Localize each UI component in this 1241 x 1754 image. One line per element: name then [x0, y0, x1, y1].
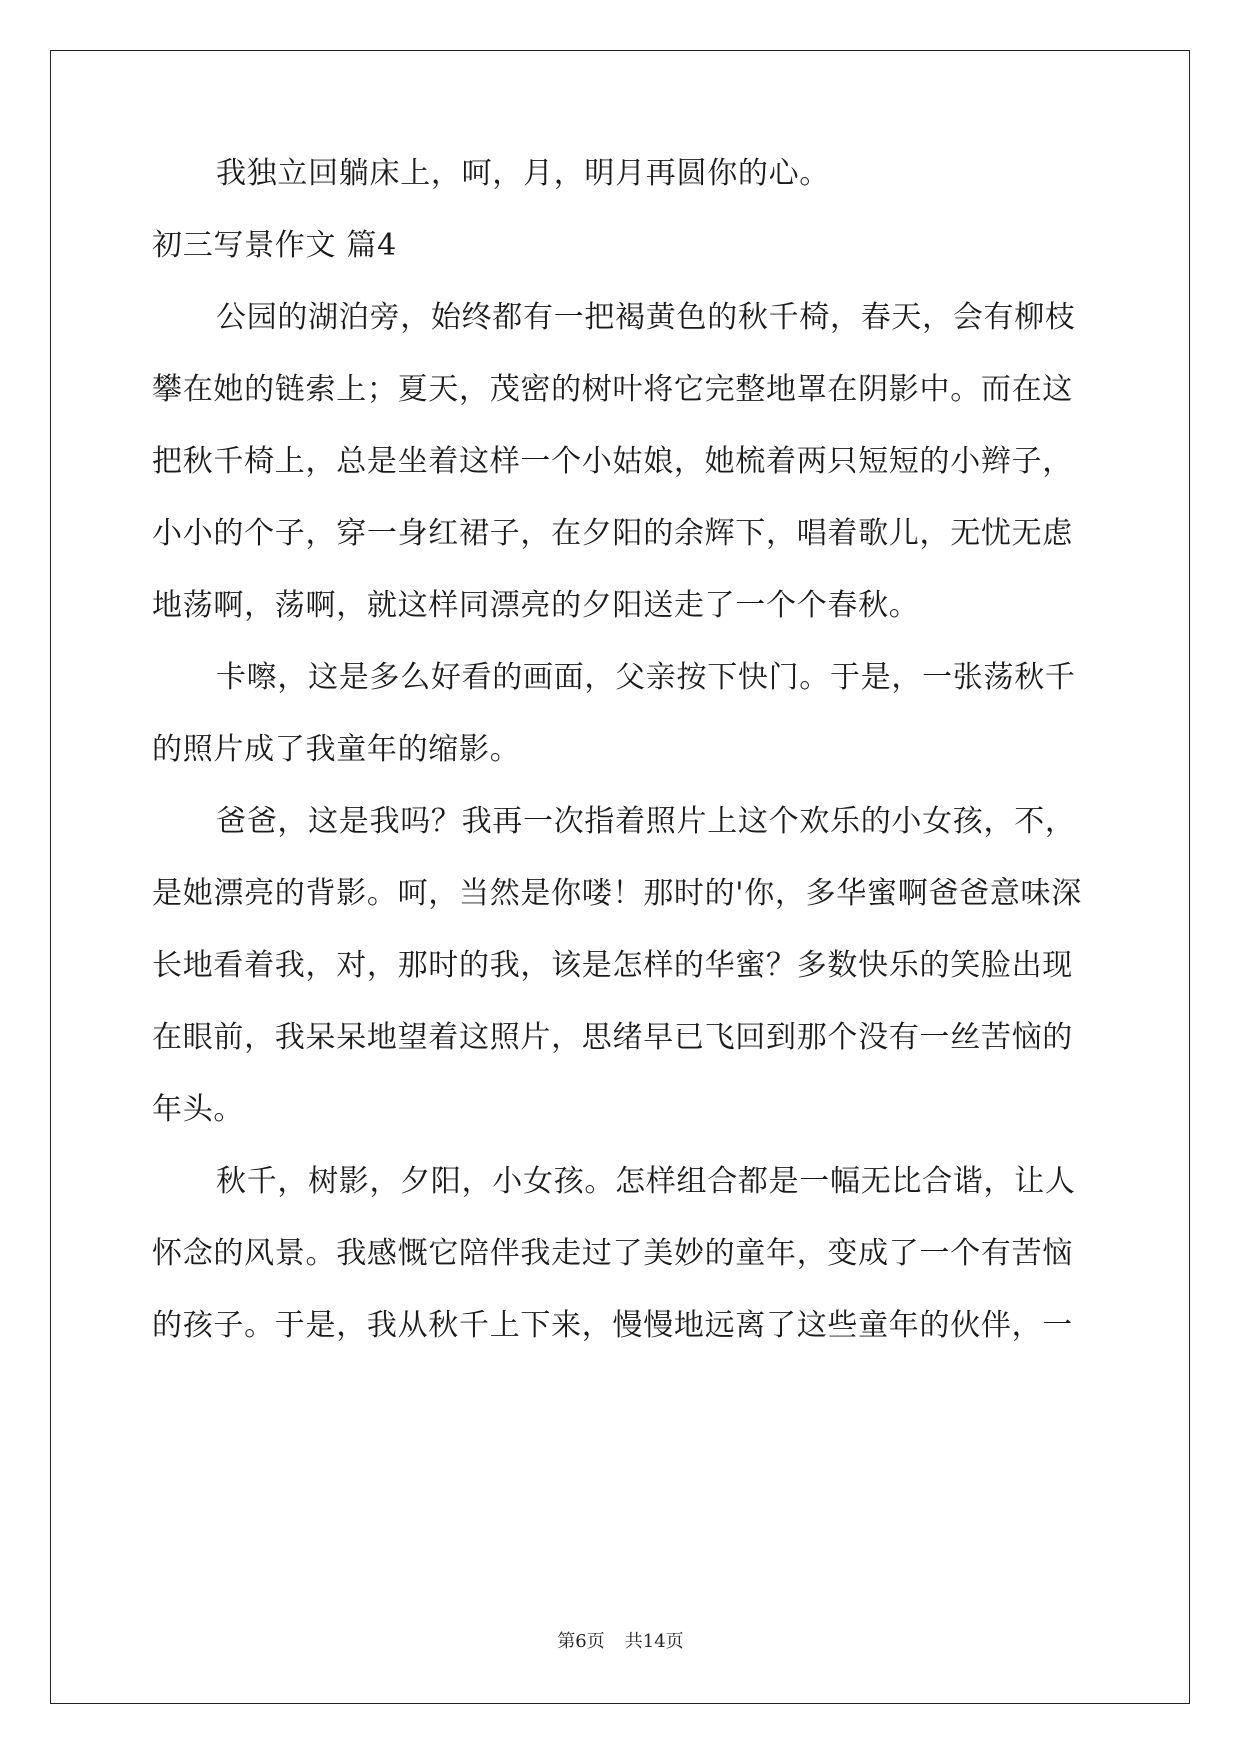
paragraph-line: 爸爸，这是我吗？我再一次指着照片上这个欢乐的小女孩，不，	[216, 804, 1076, 839]
paragraph-line: 地荡啊，荡啊，就这样同漂亮的夕阳送走了一个个春秋。	[152, 588, 920, 623]
paragraph-line: 年头。	[152, 1092, 245, 1127]
paragraph-line: 秋千，树影，夕阳，小女孩。怎样组合都是一幅无比合谐，让人	[216, 1164, 1076, 1199]
page-total: 共14页	[624, 1631, 684, 1652]
page-footer	[0, 1630, 1241, 1654]
paragraph-line: 怀念的风景。我感慨它陪伴我走过了美妙的童年，变成了一个有苦恼	[152, 1236, 1073, 1271]
paragraph-line: 的孩子。于是，我从秋千上下来，慢慢地远离了这些童年的伙伴，一	[152, 1308, 1073, 1343]
paragraph-line: 小小的个子，穿一身红裙子，在夕阳的余辉下，唱着歌儿，无忧无虑	[152, 516, 1073, 551]
paragraph-line: 我独立回躺床上，呵，月，明月再圆你的心。	[216, 156, 830, 191]
paragraph-line: 把秋千椅上，总是坐着这样一个小姑娘，她梳着两只短短的小辫子，	[152, 444, 1073, 479]
paragraph-line: 是她漂亮的背影。呵，当然是你喽！那时的'你，多华蜜啊爸爸意味深	[152, 876, 1082, 911]
paragraph-line: 公园的湖泊旁，始终都有一把褐黄色的秋千椅，春天，会有柳枝	[216, 300, 1076, 335]
paragraph-line: 卡嚓，这是多么好看的画面，父亲按下快门。于是，一张荡秋千	[216, 660, 1076, 695]
paragraph-line: 的照片成了我童年的缩影。	[152, 732, 521, 767]
page-number: 第6页	[557, 1631, 605, 1652]
paragraph-line: 长地看着我，对，那时的我，该是怎样的华蜜？多数快乐的笑脸出现	[152, 948, 1073, 983]
paragraph-line: 攀在她的链索上；夏天，茂密的树叶将它完整地罩在阴影中。而在这	[152, 372, 1073, 407]
section-heading: 初三写景作文 篇4	[152, 228, 397, 263]
paragraph-line: 在眼前，我呆呆地望着这照片，思绪早已飞回到那个没有一丝苦恼的	[152, 1020, 1073, 1055]
